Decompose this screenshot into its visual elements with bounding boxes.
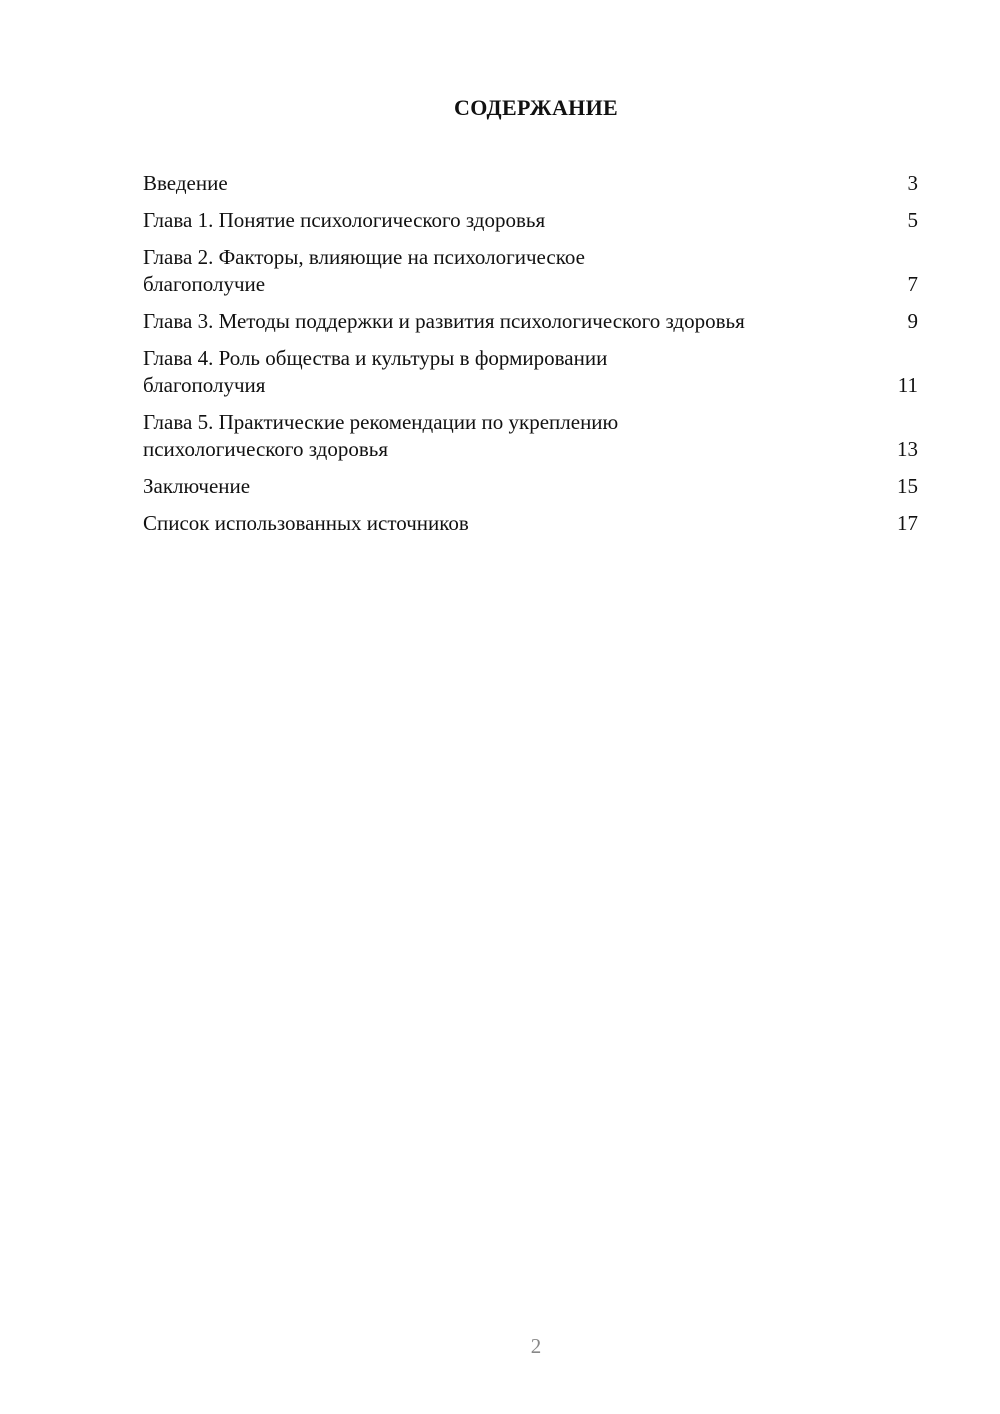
toc-entry-conclusion[interactable] [143,473,918,500]
toc-entry-chapter-3[interactable] [143,308,918,335]
page-title: СОДЕРЖАНИЕ [454,95,618,120]
toc-entry-chapter-2[interactable] [143,244,918,298]
toc-entry-references[interactable] [143,510,918,537]
toc-entry-chapter-4[interactable] [143,345,918,399]
table-of-contents [143,170,918,547]
toc-entry-title: Глава 5. Практические рекомендации по укреплению психологического здоровья [143,410,619,461]
toc-entry-page: 13 [897,437,918,461]
toc-entry-title: Заключение [143,474,251,498]
toc-entry-page: 15 [897,474,918,498]
toc-entry-title: Глава 1. Понятие психологического здоровья [143,208,546,232]
toc-entry-page: 5 [907,208,918,232]
toc-entry-title: Введение [143,171,228,195]
page-number: 2 [530,1334,542,1358]
toc-entry-page: 7 [907,272,918,296]
toc-entry-page: 11 [897,373,918,397]
toc-entry-page: 17 [897,511,918,535]
toc-entry-title: Список использованных источников [143,511,469,535]
toc-entry-title: Глава 4. Роль общества и культуры в формировании благополучия [143,346,608,397]
toc-entry-chapter-5[interactable] [143,409,918,463]
toc-entry-title: Глава 2. Факторы, влияющие на психологическое благополучие [143,245,585,296]
toc-entry-introduction[interactable] [143,170,918,197]
toc-entry-page: 9 [907,309,918,333]
toc-entry-title: Глава 3. Методы поддержки и развития психологического здоровья [143,309,745,333]
toc-entry-page: 3 [907,171,918,195]
toc-entry-chapter-1[interactable] [143,207,918,234]
